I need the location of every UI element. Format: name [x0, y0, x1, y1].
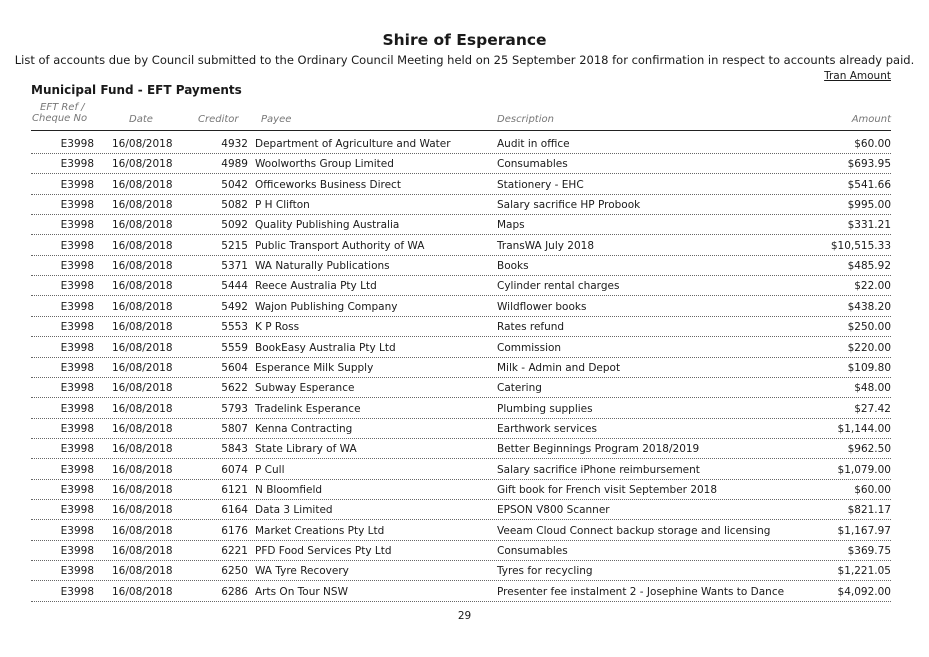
cell-ref: E3998: [60, 260, 94, 273]
cell-creditor: 5042: [221, 178, 248, 191]
cell-ref: E3998: [60, 585, 94, 598]
cell-creditor: 5793: [221, 402, 248, 415]
cell-date: 16/08/2018: [112, 483, 173, 496]
cell-amount: $1,167.97: [837, 524, 891, 537]
cell-ref: E3998: [60, 280, 94, 293]
table-row: [31, 520, 891, 541]
cell-payee: Department of Agriculture and Water: [255, 138, 451, 150]
cell-description: Wildflower books: [497, 300, 587, 313]
cell-creditor: 5444: [221, 280, 248, 293]
cell-payee: Quality Publishing Australia: [255, 219, 400, 232]
cell-date: 16/08/2018: [112, 422, 173, 435]
cell-creditor: 5492: [221, 300, 248, 313]
cell-date: 16/08/2018: [112, 321, 173, 334]
column-header-creditor: Creditor: [198, 114, 239, 125]
cell-creditor: 5092: [221, 219, 248, 232]
cell-date: 16/08/2018: [112, 402, 173, 415]
table-row: [31, 398, 891, 419]
cell-payee: PFD Food Services Pty Ltd: [255, 545, 392, 557]
cell-ref: E3998: [60, 483, 94, 496]
cell-ref: E3998: [60, 402, 94, 415]
cell-date: 16/08/2018: [112, 260, 173, 273]
cell-date: 16/08/2018: [112, 199, 173, 212]
cell-date: 16/08/2018: [112, 545, 173, 557]
table-row: [31, 275, 891, 296]
cell-payee: P H Clifton: [255, 199, 310, 212]
cell-payee: WA Tyre Recovery: [255, 565, 349, 578]
cell-amount: $541.66: [847, 178, 891, 191]
cell-date: 16/08/2018: [112, 361, 173, 374]
cell-ref: E3998: [60, 321, 94, 334]
cell-ref: E3998: [60, 138, 94, 150]
table-row: [31, 194, 891, 215]
tran-amount-label: Tran Amount: [824, 70, 891, 82]
cell-amount: $22.00: [854, 280, 891, 293]
cell-amount: $1,221.05: [837, 565, 891, 578]
cell-description: Stationery - EHC: [497, 178, 584, 191]
cell-creditor: 5807: [221, 422, 248, 435]
cell-description: Presenter fee instalment 2 - Josephine Wants to Dance: [497, 585, 785, 598]
page-title: Shire of Esperance: [382, 31, 547, 49]
table-row: [31, 174, 891, 195]
cell-creditor: 6250: [221, 565, 248, 578]
cell-description: Earthwork services: [497, 422, 597, 435]
cell-creditor: 5371: [221, 260, 248, 273]
table-row: [31, 581, 891, 602]
table-row: [31, 357, 891, 378]
cell-payee: K P Ross: [255, 321, 300, 334]
cell-payee: State Library of WA: [255, 443, 357, 456]
cell-amount: $485.92: [847, 260, 891, 273]
cell-description: Salary sacrifice HP Probook: [497, 199, 641, 212]
table-row: [31, 133, 891, 154]
cell-date: 16/08/2018: [112, 341, 173, 354]
cell-description: Audit in office: [497, 138, 570, 150]
cell-description: Consumables: [497, 545, 568, 557]
cell-amount: $821.17: [847, 504, 891, 517]
cell-payee: Woolworths Group Limited: [255, 158, 394, 171]
cell-creditor: 5553: [221, 321, 248, 334]
cell-description: Cylinder rental charges: [497, 280, 620, 293]
cell-ref: E3998: [60, 341, 94, 354]
page-number: 29: [457, 610, 472, 622]
cell-date: 16/08/2018: [112, 382, 173, 395]
cell-creditor: 6221: [221, 545, 248, 557]
cell-creditor: 5559: [221, 341, 248, 354]
cell-payee: Tradelink Esperance: [255, 402, 361, 415]
cell-date: 16/08/2018: [112, 524, 173, 537]
cell-amount: $220.00: [847, 341, 891, 354]
cell-amount: $369.75: [847, 545, 891, 557]
cell-creditor: 6286: [221, 585, 248, 598]
cell-payee: Subway Esperance: [255, 382, 355, 395]
cell-date: 16/08/2018: [112, 219, 173, 232]
cell-description: Commission: [497, 341, 562, 354]
cell-ref: E3998: [60, 422, 94, 435]
table-row: [31, 499, 891, 520]
cell-description: Catering: [497, 382, 542, 395]
cell-description: Gift book for French visit September 2018: [497, 483, 718, 496]
cell-amount: $1,079.00: [837, 463, 891, 476]
cell-payee: WA Naturally Publications: [255, 260, 390, 273]
column-header-amount: Amount: [851, 114, 891, 125]
cell-ref: E3998: [60, 504, 94, 517]
table-row: [31, 560, 891, 581]
cell-ref: E3998: [60, 463, 94, 476]
cell-amount: $250.00: [847, 321, 891, 334]
cell-ref: E3998: [60, 382, 94, 395]
table-row: [31, 296, 891, 317]
column-header-date: Date: [129, 114, 153, 125]
cell-payee: Officeworks Business Direct: [255, 178, 401, 191]
cell-payee: Reece Australia Pty Ltd: [255, 280, 377, 293]
cell-payee: Wajon Publishing Company: [255, 300, 398, 313]
cell-date: 16/08/2018: [112, 280, 173, 293]
table-row: [31, 418, 891, 439]
cell-description: Tyres for recycling: [497, 565, 593, 578]
cell-creditor: 6121: [221, 483, 248, 496]
cell-amount: $438.20: [847, 300, 891, 313]
cell-ref: E3998: [60, 524, 94, 537]
cell-payee: Public Transport Authority of WA: [255, 239, 425, 252]
cell-date: 16/08/2018: [112, 504, 173, 517]
column-header-description: Description: [497, 114, 554, 125]
cell-ref: E3998: [60, 300, 94, 313]
cell-ref: E3998: [60, 565, 94, 578]
table-row: [31, 255, 891, 276]
cell-creditor: 6176: [221, 524, 248, 537]
cell-creditor: 5215: [221, 239, 248, 252]
header-divider: [31, 130, 891, 131]
cell-payee: Market Creations Pty Ltd: [255, 524, 385, 537]
cell-ref: E3998: [60, 178, 94, 191]
cell-amount: $48.00: [854, 382, 891, 395]
column-header-ref: [32, 102, 100, 124]
cell-amount: $4,092.00: [837, 585, 891, 598]
cell-description: TransWA July 2018: [497, 239, 595, 252]
cell-description: Rates refund: [497, 321, 565, 334]
cell-creditor: 5843: [221, 443, 248, 456]
cell-amount: $995.00: [847, 199, 891, 212]
cell-description: Consumables: [497, 158, 568, 171]
cell-date: 16/08/2018: [112, 565, 173, 578]
cell-ref: E3998: [60, 545, 94, 557]
cell-date: 16/08/2018: [112, 178, 173, 191]
cell-creditor: 5622: [221, 382, 248, 395]
cell-date: 16/08/2018: [112, 138, 173, 150]
cell-payee: P Cull: [255, 463, 285, 476]
cell-amount: $1,144.00: [837, 422, 891, 435]
cell-description: Maps: [497, 219, 525, 232]
cell-amount: $331.21: [847, 219, 891, 232]
section-title: Municipal Fund - EFT Payments: [31, 83, 242, 97]
table-row: [31, 459, 891, 480]
cell-payee: Data 3 Limited: [255, 504, 333, 517]
cell-date: 16/08/2018: [112, 300, 173, 313]
cell-payee: N Bloomfield: [255, 483, 323, 496]
cell-date: 16/08/2018: [112, 239, 173, 252]
cell-creditor: 6164: [221, 504, 248, 517]
table-row: [31, 337, 891, 358]
cell-creditor: 5604: [221, 361, 248, 374]
cell-ref: E3998: [60, 219, 94, 232]
cell-payee: Esperance Milk Supply: [255, 361, 374, 374]
cell-payee: Arts On Tour NSW: [255, 585, 348, 598]
table-row: [31, 479, 891, 500]
column-header-payee: Payee: [261, 114, 292, 125]
cell-payee: BookEasy Australia Pty Ltd: [255, 341, 396, 354]
cell-description: Books: [497, 260, 529, 273]
cell-date: 16/08/2018: [112, 463, 173, 476]
table-row: [31, 235, 891, 256]
column-header-ref-line1: EFT Ref /: [40, 102, 85, 113]
cell-date: 16/08/2018: [112, 158, 173, 171]
cell-description: Better Beginnings Program 2018/2019: [497, 443, 700, 456]
cell-amount: $10,515.33: [830, 239, 891, 252]
cell-ref: E3998: [60, 239, 94, 252]
column-header-ref-line2: Cheque No: [32, 113, 88, 124]
cell-date: 16/08/2018: [112, 585, 173, 598]
cell-creditor: 4932: [221, 138, 248, 150]
cell-description: Salary sacrifice iPhone reimbursement: [497, 463, 700, 476]
cell-amount: $962.50: [847, 443, 891, 456]
table-row: [31, 316, 891, 337]
table-row: [31, 540, 891, 561]
cell-ref: E3998: [60, 361, 94, 374]
cell-description: Milk - Admin and Depot: [497, 361, 621, 374]
cell-amount: $60.00: [854, 483, 891, 496]
cell-creditor: 5082: [221, 199, 248, 212]
page-subtitle: List of accounts due by Council submitted to the Ordinary Council Meeting held on 25 September 2018 for confirmation in respect to accounts already paid.: [14, 53, 915, 67]
cell-ref: E3998: [60, 158, 94, 171]
cell-date: 16/08/2018: [112, 443, 173, 456]
cell-amount: $109.80: [847, 361, 891, 374]
table-row: [31, 153, 891, 174]
table-row: [31, 438, 891, 459]
cell-description: EPSON V800 Scanner: [497, 504, 610, 517]
cell-creditor: 4989: [221, 158, 248, 171]
cell-amount: $693.95: [847, 158, 891, 171]
cell-payee: Kenna Contracting: [255, 422, 353, 435]
cell-amount: $60.00: [854, 138, 891, 150]
cell-creditor: 6074: [221, 463, 248, 476]
cell-description: Plumbing supplies: [497, 402, 593, 415]
cell-amount: $27.42: [854, 402, 891, 415]
cell-description: Veeam Cloud Connect backup storage and licensing: [497, 524, 771, 537]
cell-ref: E3998: [60, 443, 94, 456]
table-row: [31, 377, 891, 398]
cell-ref: E3998: [60, 199, 94, 212]
table-row: [31, 214, 891, 235]
